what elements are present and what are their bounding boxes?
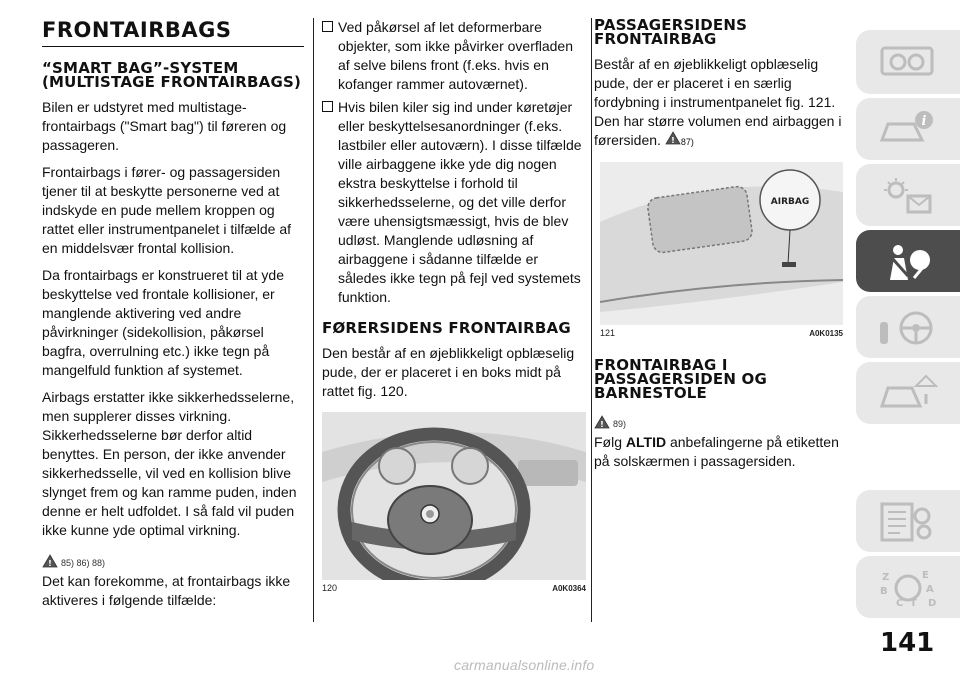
tab-safety[interactable] xyxy=(856,230,960,292)
svg-text:!: ! xyxy=(48,559,52,568)
warning-triangle-icon xyxy=(665,131,681,145)
seatbelt-airbag-icon xyxy=(878,242,938,282)
section-heading-passenger: PASSAGERSIDENS FRONTAIRBAG xyxy=(594,16,748,48)
page-title: FRONTAIRBAGS xyxy=(42,18,304,47)
paragraph: Airbags erstatter ikke sikkerhedsselerne, men supplerer disses virkning. Sikkerhedsselerne bør derfor altid benyttes. En person, der ikke anvender sikkerhedsselle, vil ved en kollision blive slynget frem og kan ramme puden, inden denne er helt udfoldet. I så fald vil puden ikke kunne yde optimal virkning. xyxy=(42,389,297,538)
airbag-label: AIRBAG xyxy=(770,197,810,207)
paragraph: Den består af en øjeblikkeligt opblæselig pude, der er placeret i en boks midt på rattet fig. 120. xyxy=(322,345,575,399)
figure-number: 121 xyxy=(600,328,616,338)
warning-refs: 89) xyxy=(613,419,627,429)
warning-refs: 87) xyxy=(680,137,694,147)
paragraph xyxy=(594,55,844,152)
paragraph-text: anbefalingerne på etiketten på solskærmen i passagersiden. xyxy=(594,434,839,469)
column-3-lower xyxy=(594,358,844,479)
car-info-icon xyxy=(878,110,938,150)
steering-wheel-illustration xyxy=(322,412,586,580)
tab-emergency[interactable] xyxy=(856,362,960,424)
warning-lights-icon xyxy=(878,176,938,216)
warning-triangle-icon xyxy=(594,415,610,429)
section-heading-driver: FØRERSIDENS FRONTAIRBAG xyxy=(322,319,571,337)
alphabetical-index-icon xyxy=(878,568,938,608)
key-steering-icon xyxy=(878,308,938,348)
paragraph: Det kan forekomme, at frontairbags ikke aktiveres i følgende tilfælde: xyxy=(42,573,291,608)
paragraph-text: Består af en øjeblikkeligt opblæselig pude, der er placeret i en særlig fordybning i instrumentpanelet fig. 121. Den har større volumen end airbaggen i førersiden. xyxy=(594,56,842,148)
column-2 xyxy=(322,18,586,409)
list-item xyxy=(322,98,586,307)
svg-text:!: ! xyxy=(670,136,675,145)
page-number: 141 xyxy=(880,628,935,658)
car-dashboard-icon xyxy=(878,42,938,82)
column-divider xyxy=(591,18,592,622)
figure-passenger-airbag xyxy=(600,162,843,338)
car-breakdown-icon xyxy=(878,374,938,414)
passenger-airbag-illustration xyxy=(600,162,843,325)
svg-text:Z: Z xyxy=(882,572,890,583)
section-heading-child-seats: FRONTAIRBAG I PASSAGERSIDEN OG BARNESTOLE xyxy=(594,356,767,402)
tab-index[interactable] xyxy=(856,556,960,618)
warning-reference xyxy=(594,409,844,429)
warning-triangle-icon xyxy=(42,554,58,568)
section-heading-smart-bag: “SMART BAG”-SYSTEM (MULTISTAGE FRONTAIRBAGS) xyxy=(42,59,302,91)
paragraph: Da frontairbags er konstrueret til at yde beskyttelse ved frontale kollisioner, er manglende aktivering ved andre påvirkninger (sidekollision, påkørsel bagfra, overrulning etc.) ikke tegn på mangelfuld funktion af systemet. xyxy=(42,267,285,378)
svg-text:A: A xyxy=(926,584,934,595)
svg-text:T: T xyxy=(910,598,917,608)
tab-car-info[interactable] xyxy=(856,98,960,160)
svg-text:D: D xyxy=(928,598,937,608)
checkbox-bullet-icon xyxy=(322,101,333,112)
tab-warning-lights[interactable] xyxy=(856,164,960,226)
svg-text:B: B xyxy=(880,586,888,597)
svg-text:E: E xyxy=(922,570,929,581)
list-item xyxy=(322,18,586,94)
emphasis-text: ALTID xyxy=(625,434,667,450)
column-3 xyxy=(594,18,844,152)
tab-maintenance[interactable] xyxy=(856,490,960,552)
tab-dashboard[interactable] xyxy=(856,30,960,94)
paragraph: Frontairbags i fører- og passagersiden tjener til at beskytte personerne ved at indskyde en pude mellem kroppen og rattet eller instrumentpanelet i tilfælde af en middelsvær frontal kollision. xyxy=(42,164,292,256)
paragraph: Bilen er udstyret med multistage-frontairbags ("Smart bag") til føreren og passageren. xyxy=(42,99,287,153)
figure-code: A0K0135 xyxy=(809,329,843,338)
paragraph-text: Følg xyxy=(594,434,626,450)
figure-number: 120 xyxy=(322,583,338,593)
figure-steering-wheel xyxy=(322,412,586,593)
figure-code: A0K0364 xyxy=(552,584,586,593)
maintenance-icon xyxy=(878,502,938,542)
svg-text:!: ! xyxy=(600,420,604,429)
column-divider xyxy=(313,18,314,622)
svg-text:C: C xyxy=(896,598,904,608)
svg-text:i: i xyxy=(921,114,927,129)
list-item-text: Hvis bilen kiler sig ind under køretøjer eller beskyttelsesanordninger (f.eks. lastbiler eller autoværn). I disse tilfælde ville airbaggene ikke yde dig nogen ekstra beskyttelse i forhold til sikkerhedsselerne, og det ville derfor være uhensigtsmæssigt, hvis de blev udløst. Manglende udløsning af airbaggene i sådanne tilfælde er således ikke tegn på fejl ved systemets funktion. xyxy=(338,99,582,305)
watermark: carmanualsonline.info xyxy=(454,657,595,673)
warning-reference xyxy=(42,548,304,568)
tab-starting-driving[interactable] xyxy=(856,296,960,358)
paragraph xyxy=(594,433,844,471)
column-1 xyxy=(42,18,304,618)
warning-refs: 85) 86) 88) xyxy=(61,558,106,568)
checkbox-bullet-icon xyxy=(322,21,333,32)
list-item-text: Ved påkørsel af let deformerbare objekter, som ikke påvirker overfladen af selve bilens front (f.eks. hvis en kofanger rammer autoværnet). xyxy=(338,19,573,92)
